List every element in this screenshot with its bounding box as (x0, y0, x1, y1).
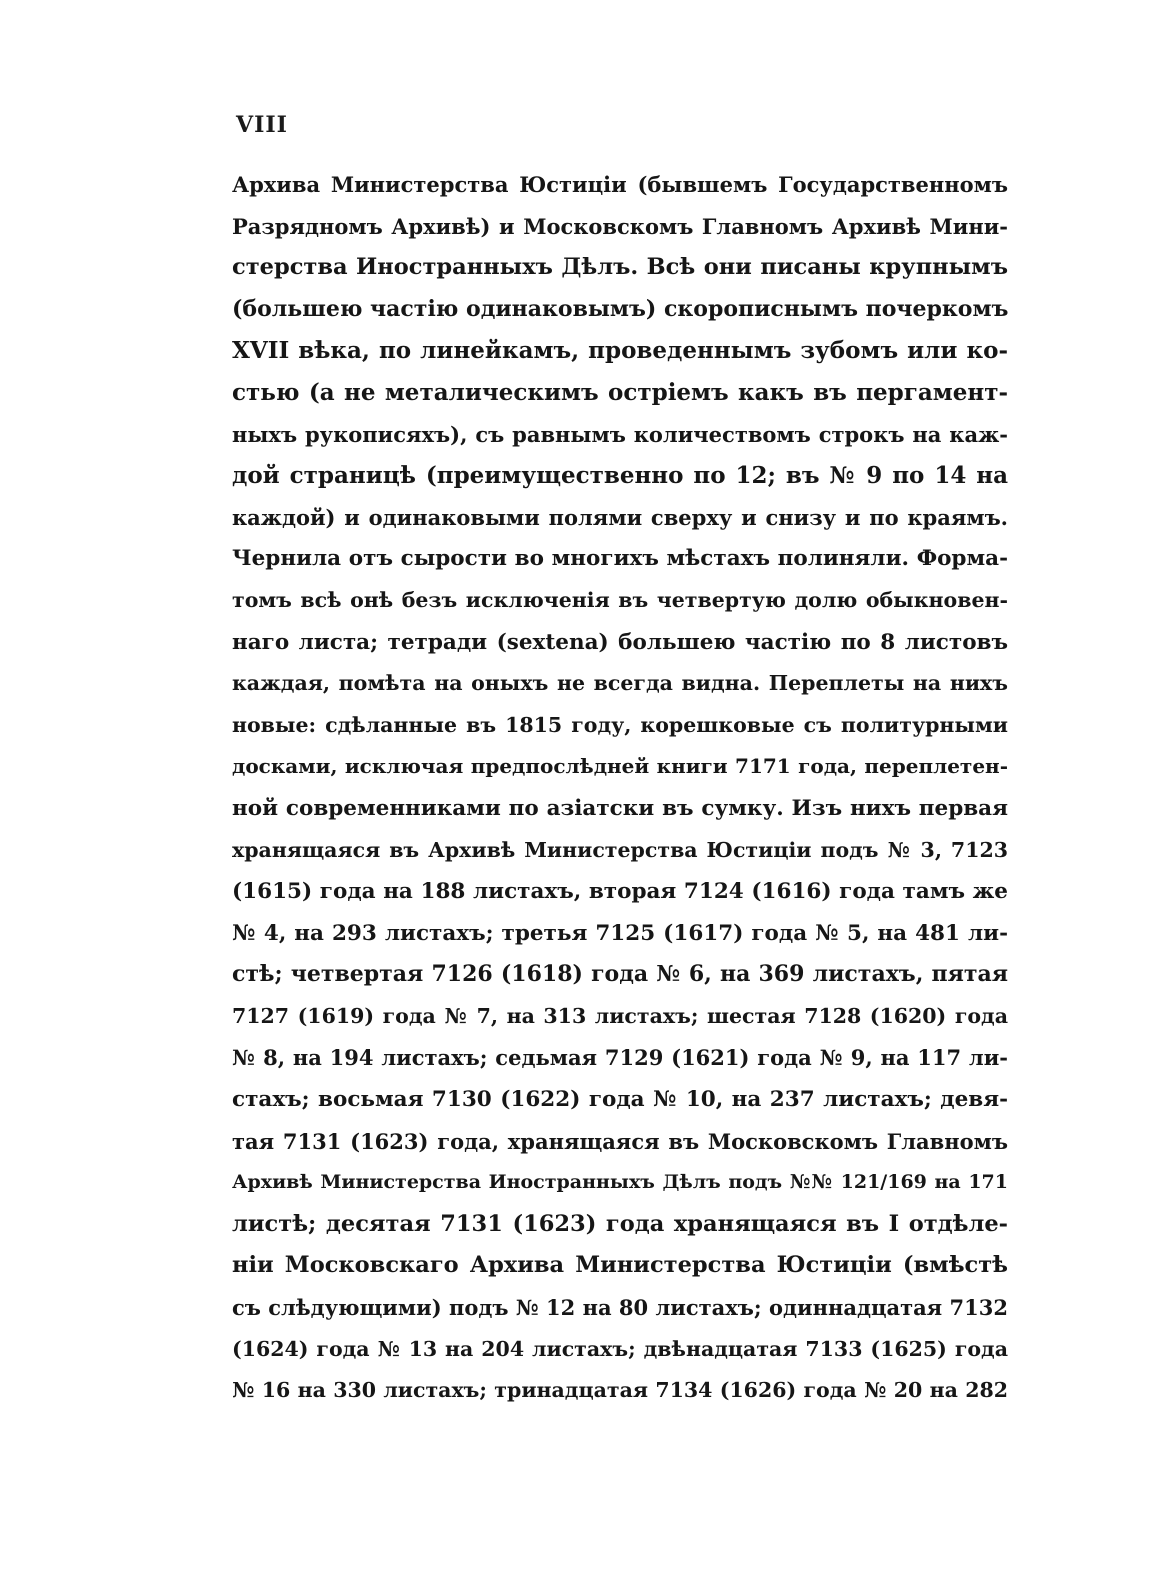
text-line: XVII вѣка, по линейкамъ, проведеннымъ зубомъ или ко- (232, 337, 1008, 365)
text-line: Разрядномъ Архивѣ) и Московскомъ Главномъ Архивѣ Мини- (232, 213, 1008, 239)
text-line: листѣ; десятая 7131 (1623) года хранящаяся въ I отдѣле- (232, 1210, 1008, 1237)
text-line: ныхъ рукописяхъ), съ равнымъ количествомъ строкъ на каж- (232, 421, 1008, 447)
page-number: VIII (236, 112, 288, 138)
text-line: каждая, помѣта на оныхъ не всегда видна. Переплеты на нихъ (232, 671, 1008, 696)
text-line: Архива Министерства Юстиціи (бывшемъ Государственномъ (232, 172, 1008, 197)
text-line: № 8, на 194 листахъ; седьмая 7129 (1621) года № 9, на 117 ли- (232, 1045, 1008, 1071)
text-line: Чернила отъ сырости во многихъ мѣстахъ полиняли. Форма- (232, 546, 1008, 572)
text-line: ной современниками по азіатски въ сумку. Изъ нихъ первая (232, 795, 1008, 821)
text-line: съ слѣдующими) подъ № 12 на 80 листахъ; одиннадцатая 7132 (232, 1295, 1008, 1321)
text-line: (большею частію одинаковымъ) скорописнымъ почеркомъ (232, 295, 1008, 322)
text-line: томъ всѣ онѣ безъ исключенія въ четвертую долю обыкновен- (232, 587, 1008, 612)
body-text (232, 164, 1008, 1412)
text-line: стахъ; восьмая 7130 (1622) года № 10, на 237 листахъ; девя- (232, 1087, 1008, 1113)
text-line: № 16 на 330 листахъ; тринадцатая 7134 (1626) года № 20 на 282 (232, 1378, 1008, 1403)
text-line: 7127 (1619) года № 7, на 313 листахъ; шестая 7128 (1620) года (232, 1003, 1008, 1028)
text-line: № 4, на 293 листахъ; третья 7125 (1617) года № 5, на 481 ли- (232, 920, 1008, 946)
text-line: Архивѣ Министерства Иностранныхъ Дѣлъ подъ №№ 121/169 на 171 (232, 1171, 1008, 1194)
text-line: (1624) года № 13 на 204 листахъ; двѣнадцатая 7133 (1625) года (232, 1336, 1008, 1361)
text-line: (1615) года на 188 листахъ, вторая 7124 (1616) года тамъ же (232, 879, 1008, 905)
text-line: каждой) и одинаковыми полями сверху и снизу и по краямъ. (232, 504, 1008, 530)
text-line: тая 7131 (1623) года, хранящаяся въ Московскомъ Главномъ (232, 1128, 1008, 1154)
text-line: новые: сдѣланные въ 1815 году, корешковые съ политурными (232, 712, 1008, 737)
text-line: досками, исключая предпослѣдней книги 7171 года, переплетен- (232, 754, 1008, 779)
text-line: дой страницѣ (преимущественно по 12; въ № 9 по 14 на (232, 462, 1008, 490)
text-line: ніи Московскаго Архива Министерства Юстиціи (вмѣстѣ (232, 1252, 1008, 1279)
text-line: наго листа; тетради (sextena) большею частію по 8 листовъ (232, 629, 1008, 655)
text-line: стью (а не металическимъ остріемъ какъ въ пергамент- (232, 378, 1008, 406)
text-line: стѣ; четвертая 7126 (1618) года № 6, на 369 листахъ, пятая (232, 961, 1008, 988)
text-line: стерства Иностранныхъ Дѣлъ. Всѣ они писаны крупнымъ (232, 254, 1008, 281)
text-line: хранящаяся въ Архивѣ Министерства Юстиціи подъ № 3, 7123 (232, 837, 1008, 862)
